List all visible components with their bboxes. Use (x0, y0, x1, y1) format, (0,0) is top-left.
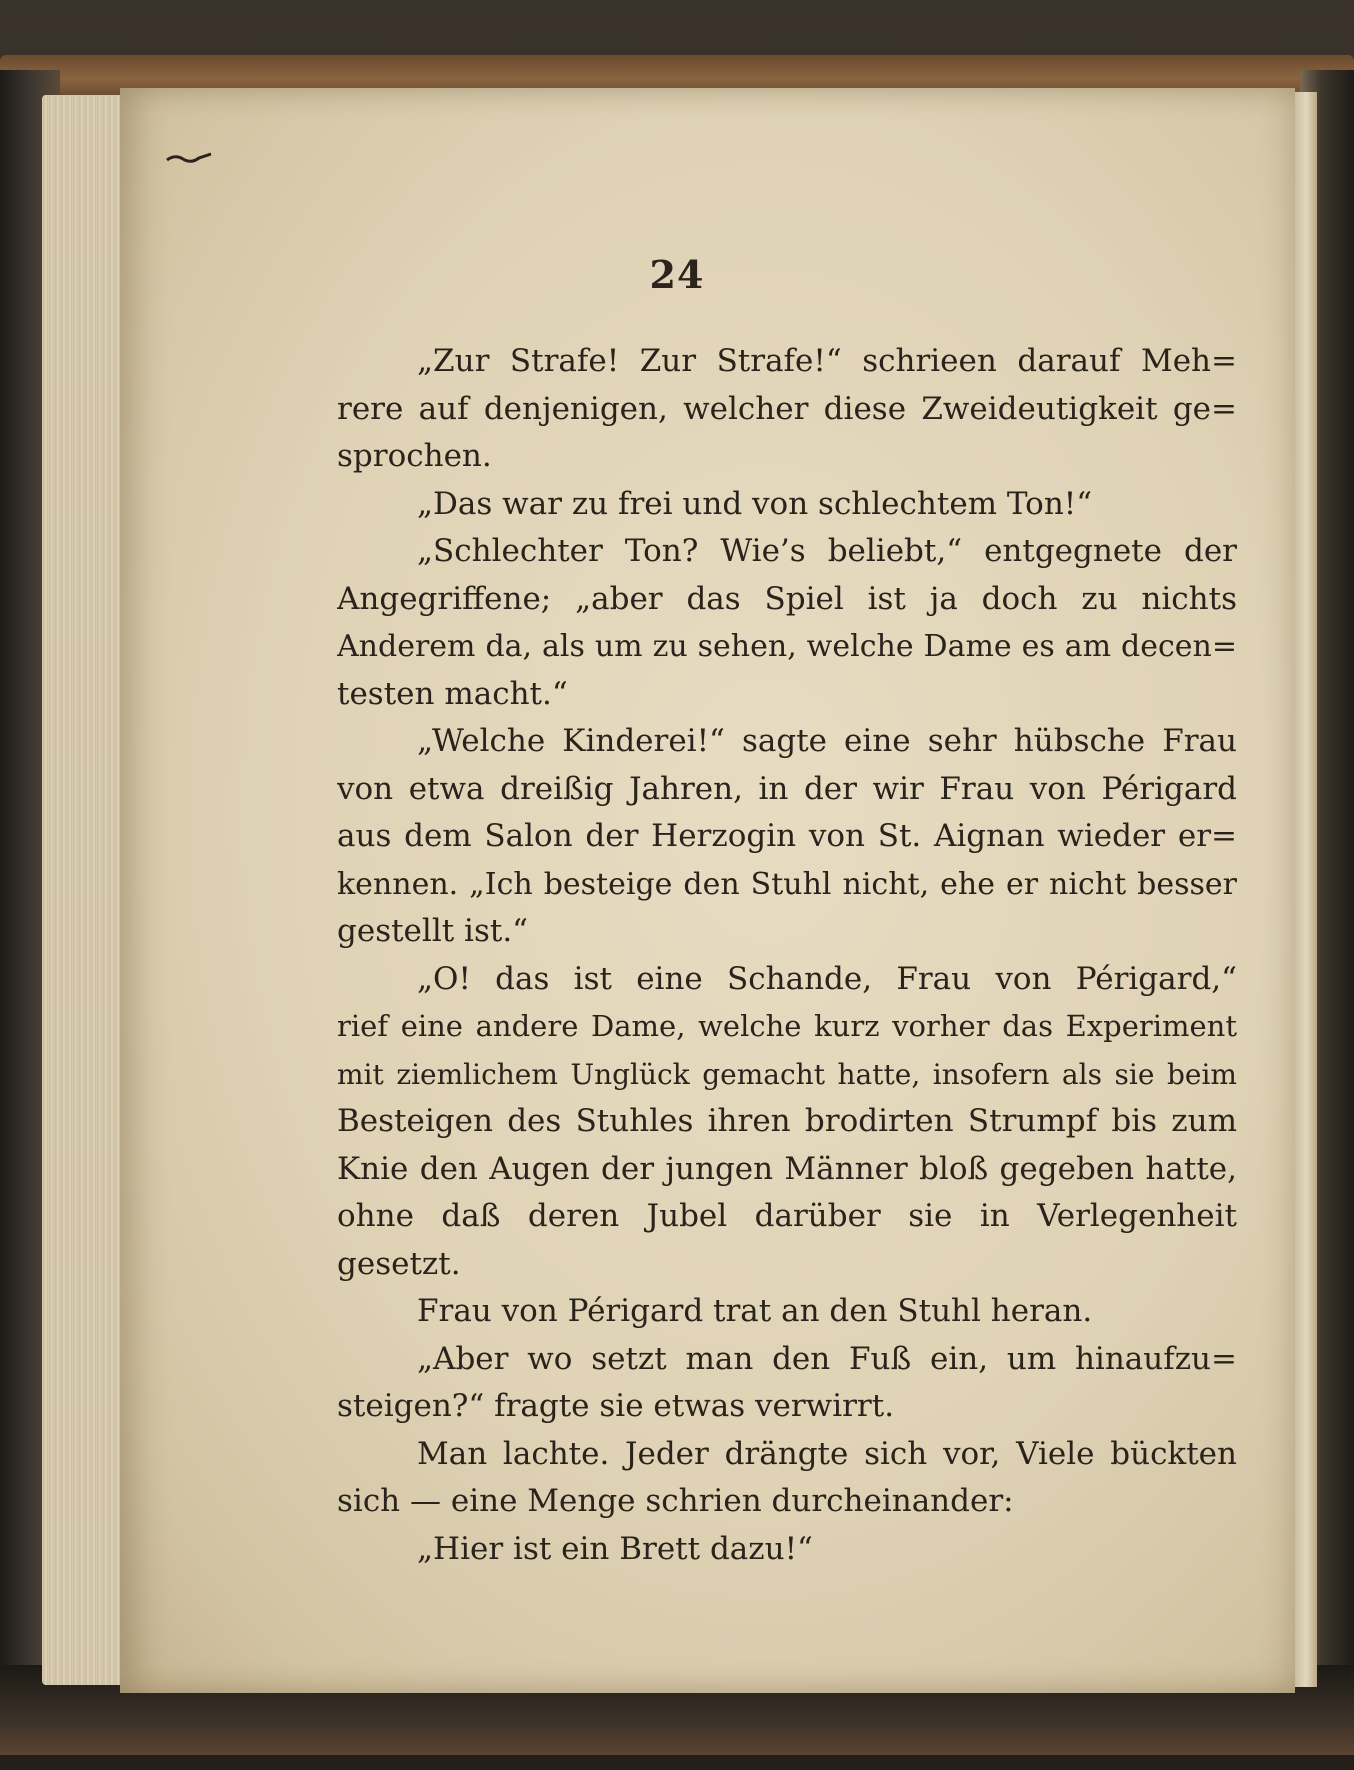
text-line: „Zur Strafe! Zur Strafe!“ schrieen darauf Meh= (417, 343, 1237, 379)
page-edge-right (1295, 92, 1317, 1687)
text-line: sich — eine Menge schrien durcheinander: (337, 1483, 1014, 1519)
text-line: gestellt ist.“ (337, 913, 529, 949)
text-line: rere auf denjenigen, welcher diese Zweideutigkeit ge= (337, 390, 1237, 427)
text-line: Angegriffene; „aber das Spiel ist ja doch zu nichts (337, 580, 1237, 617)
page-number: 24 (649, 252, 705, 297)
text-line: „Hier ist ein Brett dazu!“ (417, 1530, 813, 1567)
text-line: kennen. „Ich besteige den Stuhl nicht, ehe er nicht besser (337, 866, 1237, 902)
text-line: Frau von Périgard trat an den Stuhl heran. (417, 1293, 1093, 1329)
text-line: „O! das ist eine Schande, Frau von Périgard,“ (417, 960, 1237, 997)
text-line: Knie den Augen der jungen Männer bloß gegeben hatte, (337, 1150, 1237, 1187)
text-line: mit ziemlichem Unglück gemacht hatte, insofern als sie beim (337, 1057, 1237, 1091)
text-line: sprochen. (337, 438, 492, 474)
text-line: gesetzt. (337, 1245, 461, 1282)
ink-mark (165, 150, 215, 164)
text-line: Man lachte. Jeder drängte sich vor, Viele bückten (417, 1435, 1237, 1472)
body-text (337, 338, 1237, 1573)
text-line: ohne daß deren Jubel darüber sie in Verlegenheit (337, 1198, 1237, 1234)
text-line: von etwa dreißig Jahren, in der wir Frau von Périgard (337, 770, 1237, 807)
text-line: „Welche Kinderei!“ sagte eine sehr hübsche Frau (417, 723, 1237, 759)
text-line: steigen?“ fragte sie etwas verwirrt. (337, 1388, 895, 1424)
text-line: testen macht.“ (337, 675, 568, 712)
text-line: „Schlechter Ton? Wie’s beliebt,“ entgegnete der (417, 533, 1237, 569)
text-line: „Das war zu frei und von schlechtem Ton!“ (417, 485, 1093, 522)
text-line: aus dem Salon der Herzogin von St. Aignan wieder er= (337, 818, 1237, 854)
text-line: „Aber wo setzt man den Fuß ein, um hinaufzu= (417, 1340, 1237, 1377)
text-line: Anderem da, als um zu sehen, welche Dame es am decen= (337, 629, 1237, 664)
text-line: Besteigen des Stuhles ihren brodirten Strumpf bis zum (337, 1103, 1237, 1139)
text-line: rief eine andere Dame, welche kurz vorher das Experiment (337, 1009, 1237, 1043)
